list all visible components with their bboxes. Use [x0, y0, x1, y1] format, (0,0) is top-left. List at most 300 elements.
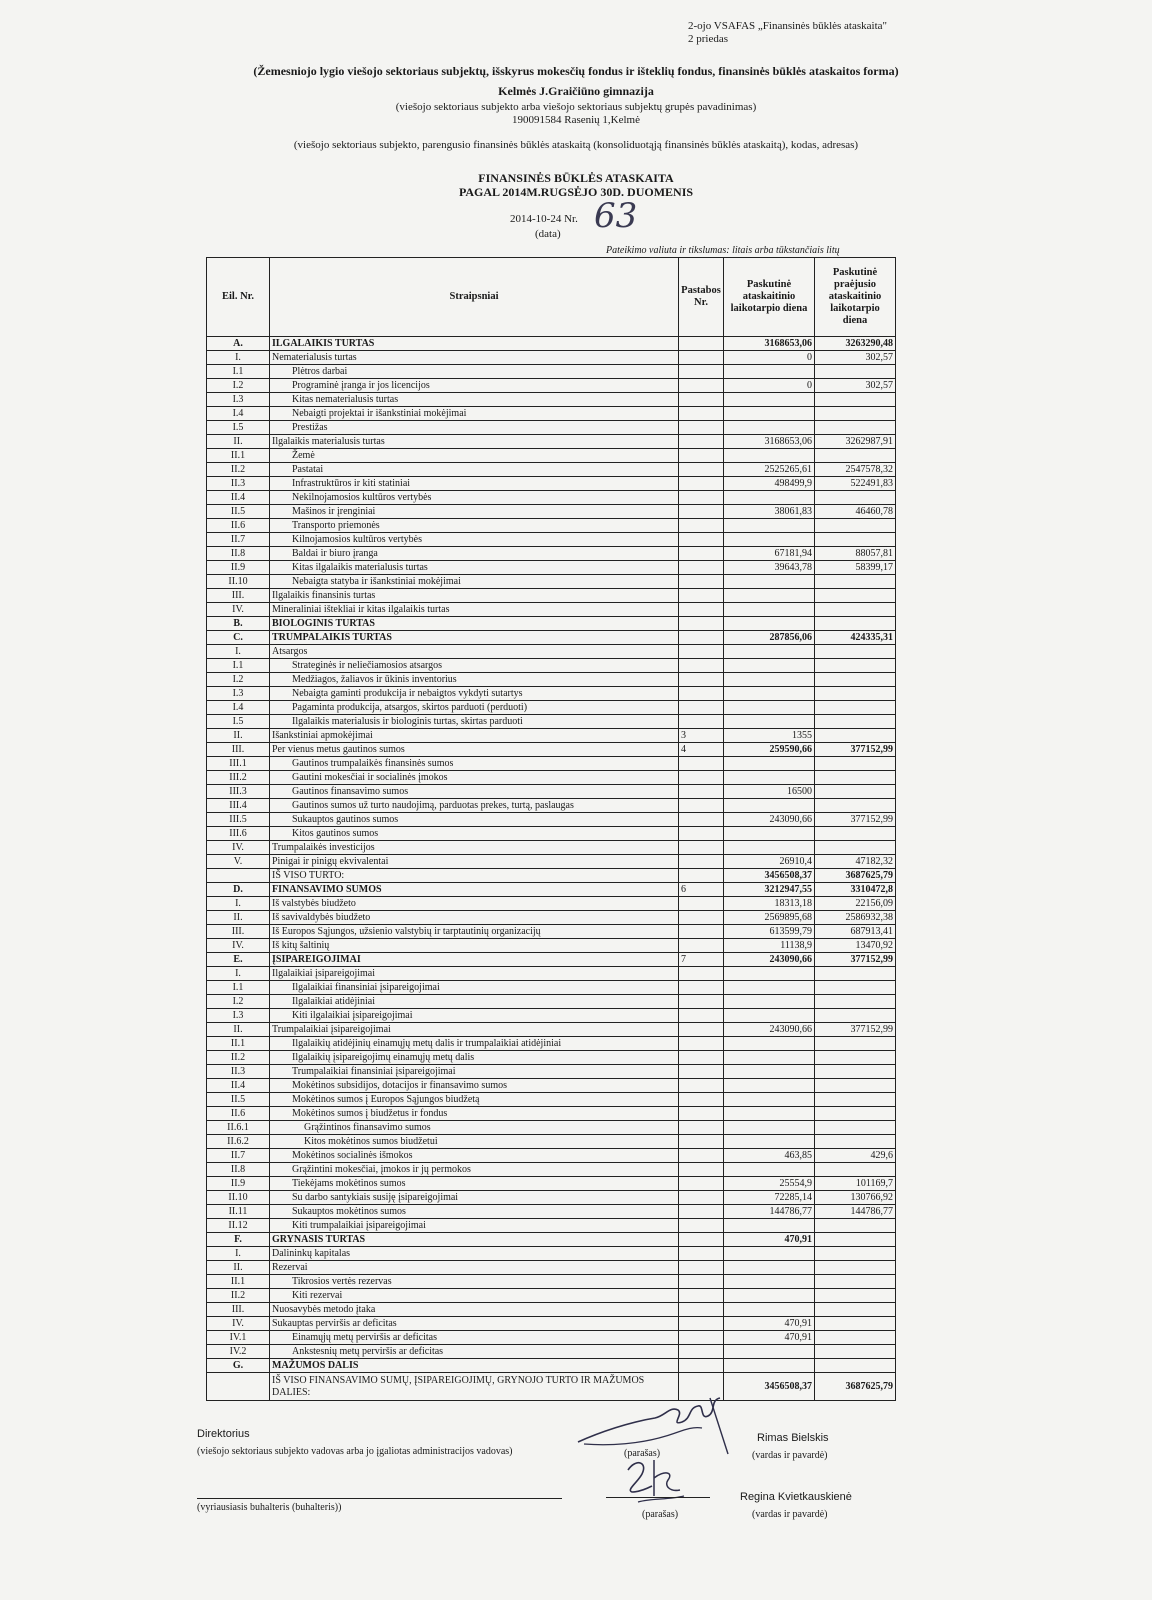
row-nr: E.: [207, 953, 270, 967]
table-row: [207, 1289, 896, 1303]
table-row: [207, 1149, 896, 1163]
row-current: 18313,18: [724, 897, 815, 911]
row-note: [679, 491, 724, 505]
row-previous: [815, 659, 896, 673]
row-previous: 2586932,38: [815, 911, 896, 925]
accountant-signature-line: [606, 1497, 710, 1498]
row-current: 39643,78: [724, 561, 815, 575]
row-note: [679, 1261, 724, 1275]
row-item: IŠ VISO FINANSAVIMO SUMŲ, ĮSIPAREIGOJIMŲ, GRYNOJO TURTO IR MAŽUMOS DALIES:: [270, 1373, 679, 1401]
row-note: [679, 575, 724, 589]
row-note: [679, 1065, 724, 1079]
table-row: [207, 799, 896, 813]
row-note: [679, 407, 724, 421]
row-note: [679, 1107, 724, 1121]
row-note: [679, 939, 724, 953]
report-title: [0, 171, 1152, 199]
row-previous: 88057,81: [815, 547, 896, 561]
row-nr: II.8: [207, 1163, 270, 1177]
table-row: [207, 603, 896, 617]
row-nr: III.: [207, 925, 270, 939]
row-nr: II.3: [207, 477, 270, 491]
row-note: [679, 589, 724, 603]
row-current: 243090,66: [724, 953, 815, 967]
row-item: Mokėtinos sumos į Europos Sąjungos biudžetą: [270, 1093, 679, 1107]
header-previous: Paskutinė praėjusio ataskaitinio laikotarpio diena: [815, 258, 896, 337]
row-current: [724, 421, 815, 435]
row-note: [679, 659, 724, 673]
report-title-line-2: PAGAL 2014M.RUGSĖJO 30D. DUOMENIS: [458, 185, 694, 199]
director-signature-caption: (parašas): [624, 1448, 661, 1459]
row-nr: III.: [207, 1303, 270, 1317]
row-note: [679, 911, 724, 925]
row-item: ILGALAIKIS TURTAS: [270, 337, 679, 351]
row-item: Gautinos finansavimo sumos: [270, 785, 679, 799]
row-previous: 377152,99: [815, 813, 896, 827]
row-previous: [815, 715, 896, 729]
accountant-title-line: [197, 1498, 562, 1499]
report-date: 2014-10-24 Nr.: [510, 213, 578, 225]
annex-line-2: 2 priedas: [688, 33, 729, 45]
row-item: Ilgalaikis finansinis turtas: [270, 589, 679, 603]
row-item: Ilgalaikiai atidėjiniai: [270, 995, 679, 1009]
row-item: Žemė: [270, 449, 679, 463]
row-previous: [815, 771, 896, 785]
row-previous: [815, 533, 896, 547]
accountant-name-caption: (vardas ir pavardė): [752, 1509, 828, 1520]
row-note: [679, 477, 724, 491]
table-row: [207, 967, 896, 981]
row-nr: III.3: [207, 785, 270, 799]
table-row: [207, 869, 896, 883]
table-row: [207, 575, 896, 589]
row-nr: III.5: [207, 813, 270, 827]
row-previous: [815, 1037, 896, 1051]
row-note: [679, 841, 724, 855]
row-previous: [815, 687, 896, 701]
row-note: [679, 1163, 724, 1177]
row-nr: II.4: [207, 1079, 270, 1093]
row-nr: III.2: [207, 771, 270, 785]
row-nr: II.9: [207, 561, 270, 575]
table-row: [207, 1331, 896, 1345]
row-nr: II.6: [207, 519, 270, 533]
row-current: [724, 1303, 815, 1317]
row-previous: [815, 1065, 896, 1079]
row-current: [724, 1065, 815, 1079]
row-previous: [815, 729, 896, 743]
row-previous: [815, 1303, 896, 1317]
row-note: 6: [679, 883, 724, 897]
table-row: [207, 1177, 896, 1191]
table-row: [207, 1247, 896, 1261]
row-item: Nebaigta statyba ir išankstiniai mokėjimai: [270, 575, 679, 589]
row-nr: II.2: [207, 463, 270, 477]
row-item: ĮSIPAREIGOJIMAI: [270, 953, 679, 967]
row-current: 72285,14: [724, 1191, 815, 1205]
table-row: [207, 505, 896, 519]
row-previous: 3263290,48: [815, 337, 896, 351]
row-current: [724, 1247, 815, 1261]
row-previous: [815, 1289, 896, 1303]
row-current: 25554,9: [724, 1177, 815, 1191]
table-row: [207, 729, 896, 743]
row-previous: [815, 785, 896, 799]
row-current: [724, 393, 815, 407]
row-nr: A.: [207, 337, 270, 351]
table-row: [207, 813, 896, 827]
row-current: [724, 365, 815, 379]
row-current: 3456508,37: [724, 1373, 815, 1401]
row-current: [724, 1037, 815, 1051]
entity-name-caption: (viešojo sektoriaus subjekto arba viešojo sektoriaus subjektų grupės pavadinimas): [395, 101, 757, 113]
row-note: [679, 379, 724, 393]
row-nr: II.2: [207, 1289, 270, 1303]
row-current: 470,91: [724, 1317, 815, 1331]
row-item: Nuosavybės metodo įtaka: [270, 1303, 679, 1317]
table-row: [207, 715, 896, 729]
row-nr: II.11: [207, 1205, 270, 1219]
row-previous: [815, 799, 896, 813]
row-current: [724, 1051, 815, 1065]
row-current: [724, 1093, 815, 1107]
row-current: [724, 981, 815, 995]
row-item: Baldai ir biuro įranga: [270, 547, 679, 561]
row-item: Medžiagos, žaliavos ir ūkinis inventorius: [270, 673, 679, 687]
row-current: 3456508,37: [724, 869, 815, 883]
row-note: [679, 869, 724, 883]
row-nr: IV.: [207, 939, 270, 953]
row-previous: 13470,92: [815, 939, 896, 953]
table-row: [207, 1079, 896, 1093]
row-previous: [815, 1219, 896, 1233]
row-item: Kiti rezervai: [270, 1289, 679, 1303]
row-previous: 302,57: [815, 379, 896, 393]
row-nr: II.7: [207, 1149, 270, 1163]
row-note: [679, 1233, 724, 1247]
table-row: [207, 561, 896, 575]
row-note: [679, 1177, 724, 1191]
row-previous: [815, 995, 896, 1009]
row-nr: II.: [207, 1023, 270, 1037]
row-note: [679, 435, 724, 449]
row-nr: II.10: [207, 575, 270, 589]
table-body: [207, 337, 896, 1401]
table-row: [207, 1275, 896, 1289]
row-previous: [815, 1331, 896, 1345]
row-current: 3212947,55: [724, 883, 815, 897]
row-previous: 3262987,91: [815, 435, 896, 449]
row-previous: [815, 617, 896, 631]
table-row: [207, 1359, 896, 1373]
row-previous: 429,6: [815, 1149, 896, 1163]
table-row: [207, 785, 896, 799]
row-item: Išankstiniai apmokėjimai: [270, 729, 679, 743]
entity-code-caption: (viešojo sektoriaus subjekto, parengusio finansinės būklės ataskaitą (konsoliduotąją finansinės būklės ataskaitą), kodas, adresas): [293, 139, 859, 151]
row-note: [679, 617, 724, 631]
table-row: [207, 449, 896, 463]
header-current: Paskutinė ataskaitinio laikotarpio diena: [724, 258, 815, 337]
row-note: [679, 799, 724, 813]
row-current: 287856,06: [724, 631, 815, 645]
row-note: [679, 1051, 724, 1065]
table-row: [207, 1023, 896, 1037]
row-nr: I.5: [207, 715, 270, 729]
row-nr: I.: [207, 645, 270, 659]
row-previous: [815, 673, 896, 687]
row-note: [679, 393, 724, 407]
row-note: [679, 827, 724, 841]
table-row: [207, 771, 896, 785]
row-item: Ankstesnių metų perviršis ar deficitas: [270, 1345, 679, 1359]
row-previous: [815, 491, 896, 505]
row-item: IŠ VISO TURTO:: [270, 869, 679, 883]
row-nr: D.: [207, 883, 270, 897]
table-row: [207, 855, 896, 869]
table-header-row: [207, 258, 896, 337]
row-previous: 101169,7: [815, 1177, 896, 1191]
table-row: [207, 337, 896, 351]
row-nr: I.2: [207, 995, 270, 1009]
row-item: Mineraliniai ištekliai ir kitas ilgalaikis turtas: [270, 603, 679, 617]
row-nr: II.6.1: [207, 1121, 270, 1135]
table-row: [207, 1121, 896, 1135]
row-nr: I.1: [207, 981, 270, 995]
row-item: MAŽUMOS DALIS: [270, 1359, 679, 1373]
row-current: 26910,4: [724, 855, 815, 869]
row-item: Tiekėjams mokėtinos sumos: [270, 1177, 679, 1191]
row-previous: [815, 603, 896, 617]
row-item: Mokėtinos subsidijos, dotacijos ir finansavimo sumos: [270, 1079, 679, 1093]
row-current: [724, 967, 815, 981]
row-item: Ilgalaikių įsipareigojimų einamųjų metų dalis: [270, 1051, 679, 1065]
table-row: [207, 1051, 896, 1065]
row-previous: [815, 981, 896, 995]
table-row: [207, 841, 896, 855]
row-current: [724, 659, 815, 673]
row-item: Tikrosios vertės rezervas: [270, 1275, 679, 1289]
header-nr: Eil. Nr.: [207, 258, 270, 337]
row-current: 243090,66: [724, 813, 815, 827]
row-nr: II.1: [207, 1275, 270, 1289]
row-current: [724, 1261, 815, 1275]
row-nr: III.1: [207, 757, 270, 771]
table-row: [207, 1303, 896, 1317]
row-current: 0: [724, 351, 815, 365]
table-row: [207, 911, 896, 925]
row-current: [724, 827, 815, 841]
row-nr: III.: [207, 743, 270, 757]
table-row: [207, 1191, 896, 1205]
row-current: 2525265,61: [724, 463, 815, 477]
row-note: [679, 687, 724, 701]
row-nr: II.4: [207, 491, 270, 505]
accountant-name: Regina Kvietkauskienė: [740, 1491, 852, 1503]
table-row: [207, 1135, 896, 1149]
row-nr: II.8: [207, 547, 270, 561]
row-previous: [815, 449, 896, 463]
row-nr: IV.: [207, 1317, 270, 1331]
row-item: Prestižas: [270, 421, 679, 435]
row-nr: C.: [207, 631, 270, 645]
row-current: 67181,94: [724, 547, 815, 561]
row-previous: [815, 1275, 896, 1289]
row-previous: [815, 393, 896, 407]
row-item: Mokėtinos socialinės išmokos: [270, 1149, 679, 1163]
row-nr: I.3: [207, 687, 270, 701]
row-current: [724, 757, 815, 771]
row-note: [679, 1303, 724, 1317]
row-nr: II.3: [207, 1065, 270, 1079]
table-row: [207, 407, 896, 421]
row-note: [679, 1037, 724, 1051]
row-note: [679, 1009, 724, 1023]
row-previous: 3687625,79: [815, 869, 896, 883]
row-previous: [815, 1121, 896, 1135]
row-current: [724, 673, 815, 687]
row-note: [679, 771, 724, 785]
row-nr: G.: [207, 1359, 270, 1373]
row-item: Strateginės ir neliečiamosios atsargos: [270, 659, 679, 673]
row-item: Iš kitų šaltinių: [270, 939, 679, 953]
row-previous: [815, 1261, 896, 1275]
row-item: Grąžintinos finansavimo sumos: [270, 1121, 679, 1135]
row-previous: 46460,78: [815, 505, 896, 519]
row-previous: [815, 1079, 896, 1093]
row-item: Ilgalaikių atidėjinių einamųjų metų dalis ir trumpalaikiai atidėjiniai: [270, 1037, 679, 1051]
row-current: 470,91: [724, 1233, 815, 1247]
row-nr: B.: [207, 617, 270, 631]
row-note: [679, 1121, 724, 1135]
row-item: Rezervai: [270, 1261, 679, 1275]
row-current: [724, 1289, 815, 1303]
row-current: 11138,9: [724, 939, 815, 953]
row-current: [724, 771, 815, 785]
row-previous: 522491,83: [815, 477, 896, 491]
row-current: [724, 575, 815, 589]
row-item: Gautinos sumos už turto naudojimą, parduotas prekes, turtą, paslaugas: [270, 799, 679, 813]
row-current: 144786,77: [724, 1205, 815, 1219]
table-row: [207, 897, 896, 911]
row-item: BIOLOGINIS TURTAS: [270, 617, 679, 631]
table-row: [207, 547, 896, 561]
table-row: [207, 701, 896, 715]
table-row: [207, 673, 896, 687]
table-row: [207, 379, 896, 393]
table-row: [207, 589, 896, 603]
report-number-handwritten: 63: [594, 196, 638, 236]
row-previous: [815, 519, 896, 533]
row-previous: [815, 1163, 896, 1177]
accountant-caption: (vyriausiasis buhalteris (buhalteris)): [197, 1502, 342, 1513]
row-nr: II.6.2: [207, 1135, 270, 1149]
row-current: [724, 1079, 815, 1093]
row-note: [679, 813, 724, 827]
row-item: Sukauptas perviršis ar deficitas: [270, 1317, 679, 1331]
row-note: [679, 701, 724, 715]
director-title: Direktorius: [197, 1428, 250, 1440]
row-note: [679, 1275, 724, 1289]
row-item: Kilnojamosios kultūros vertybės: [270, 533, 679, 547]
row-item: Kitas nematerialusis turtas: [270, 393, 679, 407]
row-current: [724, 715, 815, 729]
row-note: [679, 1205, 724, 1219]
row-item: TRUMPALAIKIS TURTAS: [270, 631, 679, 645]
row-current: 16500: [724, 785, 815, 799]
row-current: 470,91: [724, 1331, 815, 1345]
row-nr: I.2: [207, 673, 270, 687]
row-current: [724, 1345, 815, 1359]
row-nr: I.2: [207, 379, 270, 393]
row-item: Mašinos ir įrenginiai: [270, 505, 679, 519]
row-nr: II.: [207, 911, 270, 925]
row-note: 4: [679, 743, 724, 757]
row-item: Trumpalaikiai finansiniai įsipareigojimai: [270, 1065, 679, 1079]
row-previous: [815, 757, 896, 771]
row-note: [679, 1135, 724, 1149]
row-note: [679, 785, 724, 799]
row-previous: [815, 1093, 896, 1107]
row-note: 3: [679, 729, 724, 743]
accountant-signature-caption: (parašas): [642, 1509, 679, 1520]
row-current: [724, 1275, 815, 1289]
row-current: [724, 1121, 815, 1135]
row-item: Kiti ilgalaikiai įsipareigojimai: [270, 1009, 679, 1023]
row-note: [679, 715, 724, 729]
table-row: [207, 827, 896, 841]
director-name-caption: (vardas ir pavardė): [752, 1450, 828, 1461]
row-item: Nebaigti projektai ir išankstiniai mokėjimai: [270, 407, 679, 421]
row-item: Plėtros darbai: [270, 365, 679, 379]
row-nr: I.: [207, 967, 270, 981]
row-note: [679, 1289, 724, 1303]
row-current: [724, 491, 815, 505]
row-note: [679, 1219, 724, 1233]
row-note: [679, 1093, 724, 1107]
row-note: 7: [679, 953, 724, 967]
table-row: [207, 365, 896, 379]
row-note: [679, 463, 724, 477]
row-previous: 424335,31: [815, 631, 896, 645]
row-current: [724, 1009, 815, 1023]
table-row: [207, 1037, 896, 1051]
row-previous: [815, 1247, 896, 1261]
table-row: [207, 1107, 896, 1121]
row-current: 38061,83: [724, 505, 815, 519]
row-current: 243090,66: [724, 1023, 815, 1037]
row-note: [679, 351, 724, 365]
row-previous: [815, 1233, 896, 1247]
table-row: [207, 435, 896, 449]
table-row: [207, 491, 896, 505]
row-nr: [207, 869, 270, 883]
header-note: Pastabos Nr.: [679, 258, 724, 337]
row-current: [724, 603, 815, 617]
row-item: Iš Europos Sąjungos, užsienio valstybių ir tarptautinių organizacijų: [270, 925, 679, 939]
row-item: Per vienus metus gautinos sumos: [270, 743, 679, 757]
row-previous: [815, 365, 896, 379]
row-note: [679, 1023, 724, 1037]
currency-note: Pateikimo valiuta ir tikslumas: litais arba tūkstančiais litų: [606, 245, 840, 256]
entity-code-address: 190091584 Rasenių 1,Kelmė: [511, 114, 640, 126]
row-nr: I.4: [207, 407, 270, 421]
row-nr: I.: [207, 1247, 270, 1261]
row-current: 1355: [724, 729, 815, 743]
row-current: [724, 1135, 815, 1149]
row-previous: [815, 701, 896, 715]
table-row: [207, 1373, 896, 1401]
row-nr: II.7: [207, 533, 270, 547]
